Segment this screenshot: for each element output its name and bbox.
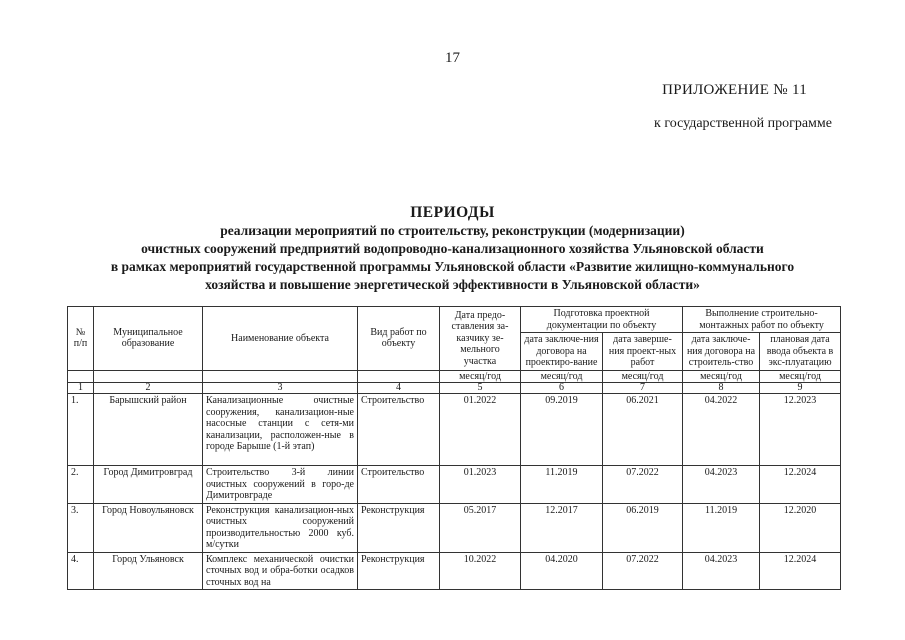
row-object: Строительство 3-й линии очистных сооружений в горо-де Димитровграде — [203, 466, 358, 504]
heading-line: очистных сооружений предприятий водопроводно-канализационного хозяйства Ульяновской области — [141, 241, 764, 256]
program-reference: к государственной программе — [654, 116, 832, 131]
header-num: № п/п — [68, 307, 94, 371]
row-num: 1. — [68, 394, 94, 466]
row-design-completion: 06.2019 — [603, 503, 683, 552]
header-commissioning: плановая дата ввода объекта в экс-плуатацию — [760, 333, 841, 371]
row-work-type: Реконструкция — [358, 503, 440, 552]
header-design-completion: дата заверше-ния проект-ных работ — [603, 333, 683, 371]
header-design-contract: дата заключе-ния договора на проектиро-вание — [521, 333, 603, 371]
header-object: Наименование объекта — [203, 307, 358, 371]
row-num: 4. — [68, 552, 94, 590]
column-number: 4 — [358, 383, 440, 394]
heading-line: хозяйства и повышение энергетической эффективности в Ульяновской области» — [205, 277, 700, 292]
column-number: 5 — [440, 383, 521, 394]
row-num: 2. — [68, 466, 94, 504]
row-land-date: 10.2022 — [440, 552, 521, 590]
column-number: 6 — [521, 383, 603, 394]
header-land-date: Дата предо-ставления за-казчику зе-мельного участка — [440, 307, 521, 371]
heading-line: реализации мероприятий по строительству, реконструкции (модернизации) — [220, 223, 685, 238]
periods-table — [67, 306, 841, 590]
unit-label: месяц/год — [440, 370, 521, 383]
unit-cell — [203, 370, 358, 383]
page-number: 17 — [445, 50, 460, 66]
row-object: Комплекс механической очистки сточных вод и обра-ботки осадков сточных вод на — [203, 552, 358, 590]
header-municipality: Муниципальное образование — [94, 307, 203, 371]
heading-title: ПЕРИОДЫ — [410, 204, 495, 221]
row-municipality: Город Димитровград — [94, 466, 203, 504]
header-work-type: Вид работ по объекту — [358, 307, 440, 371]
row-design-contract: 04.2020 — [521, 552, 603, 590]
table-row — [68, 552, 841, 590]
unit-label: месяц/год — [760, 370, 841, 383]
unit-cell — [94, 370, 203, 383]
row-commissioning: 12.2024 — [760, 466, 841, 504]
row-design-completion: 07.2022 — [603, 466, 683, 504]
row-construction-contract: 04.2022 — [683, 394, 760, 466]
row-object: Канализационные очистные сооружения, канализацион-ные насосные станции с сетя-ми канализации, расположен-ные в городе Барыше (1-й этап) — [203, 394, 358, 466]
row-land-date: 01.2023 — [440, 466, 521, 504]
column-number: 8 — [683, 383, 760, 394]
row-work-type: Строительство — [358, 466, 440, 504]
row-land-date: 05.2017 — [440, 503, 521, 552]
column-number: 1 — [68, 383, 94, 394]
row-work-type: Реконструкция — [358, 552, 440, 590]
row-object: Реконструкция канализацион-ных очистных сооружений производительностью 2000 куб. м/сутки — [203, 503, 358, 552]
row-design-completion: 06.2021 — [603, 394, 683, 466]
row-municipality: Барышский район — [94, 394, 203, 466]
row-construction-contract: 04.2023 — [683, 552, 760, 590]
column-number: 9 — [760, 383, 841, 394]
row-construction-contract: 04.2023 — [683, 466, 760, 504]
row-design-contract: 09.2019 — [521, 394, 603, 466]
unit-label: месяц/год — [603, 370, 683, 383]
document-heading — [30, 203, 875, 294]
header-design-group: Подготовка проектной документации по объекту — [521, 307, 683, 333]
row-design-contract: 12.2017 — [521, 503, 603, 552]
unit-label: месяц/год — [683, 370, 760, 383]
table-row — [68, 394, 841, 466]
header-construction-group: Выполнение строительно-монтажных работ по объекту — [683, 307, 841, 333]
column-number: 2 — [94, 383, 203, 394]
unit-label: месяц/год — [521, 370, 603, 383]
row-municipality: Город Ульяновск — [94, 552, 203, 590]
heading-line: в рамках мероприятий государственной программы Ульяновской области «Развитие жилищно-коммунального — [110, 259, 795, 274]
table-row — [68, 503, 841, 552]
row-design-completion: 07.2022 — [603, 552, 683, 590]
row-work-type: Строительство — [358, 394, 440, 466]
row-commissioning: 12.2020 — [760, 503, 841, 552]
row-num: 3. — [68, 503, 94, 552]
row-commissioning: 12.2023 — [760, 394, 841, 466]
row-construction-contract: 11.2019 — [683, 503, 760, 552]
unit-cell — [358, 370, 440, 383]
header-construction-contract: дата заключе-ния договора на строитель-ство — [683, 333, 760, 371]
unit-cell — [68, 370, 94, 383]
row-municipality: Город Новоульяновск — [94, 503, 203, 552]
row-commissioning: 12.2024 — [760, 552, 841, 590]
row-land-date: 01.2022 — [440, 394, 521, 466]
column-number: 7 — [603, 383, 683, 394]
row-design-contract: 11.2019 — [521, 466, 603, 504]
column-number: 3 — [203, 383, 358, 394]
table-row — [68, 466, 841, 504]
appendix-title: ПРИЛОЖЕНИЕ № 11 — [662, 82, 807, 98]
